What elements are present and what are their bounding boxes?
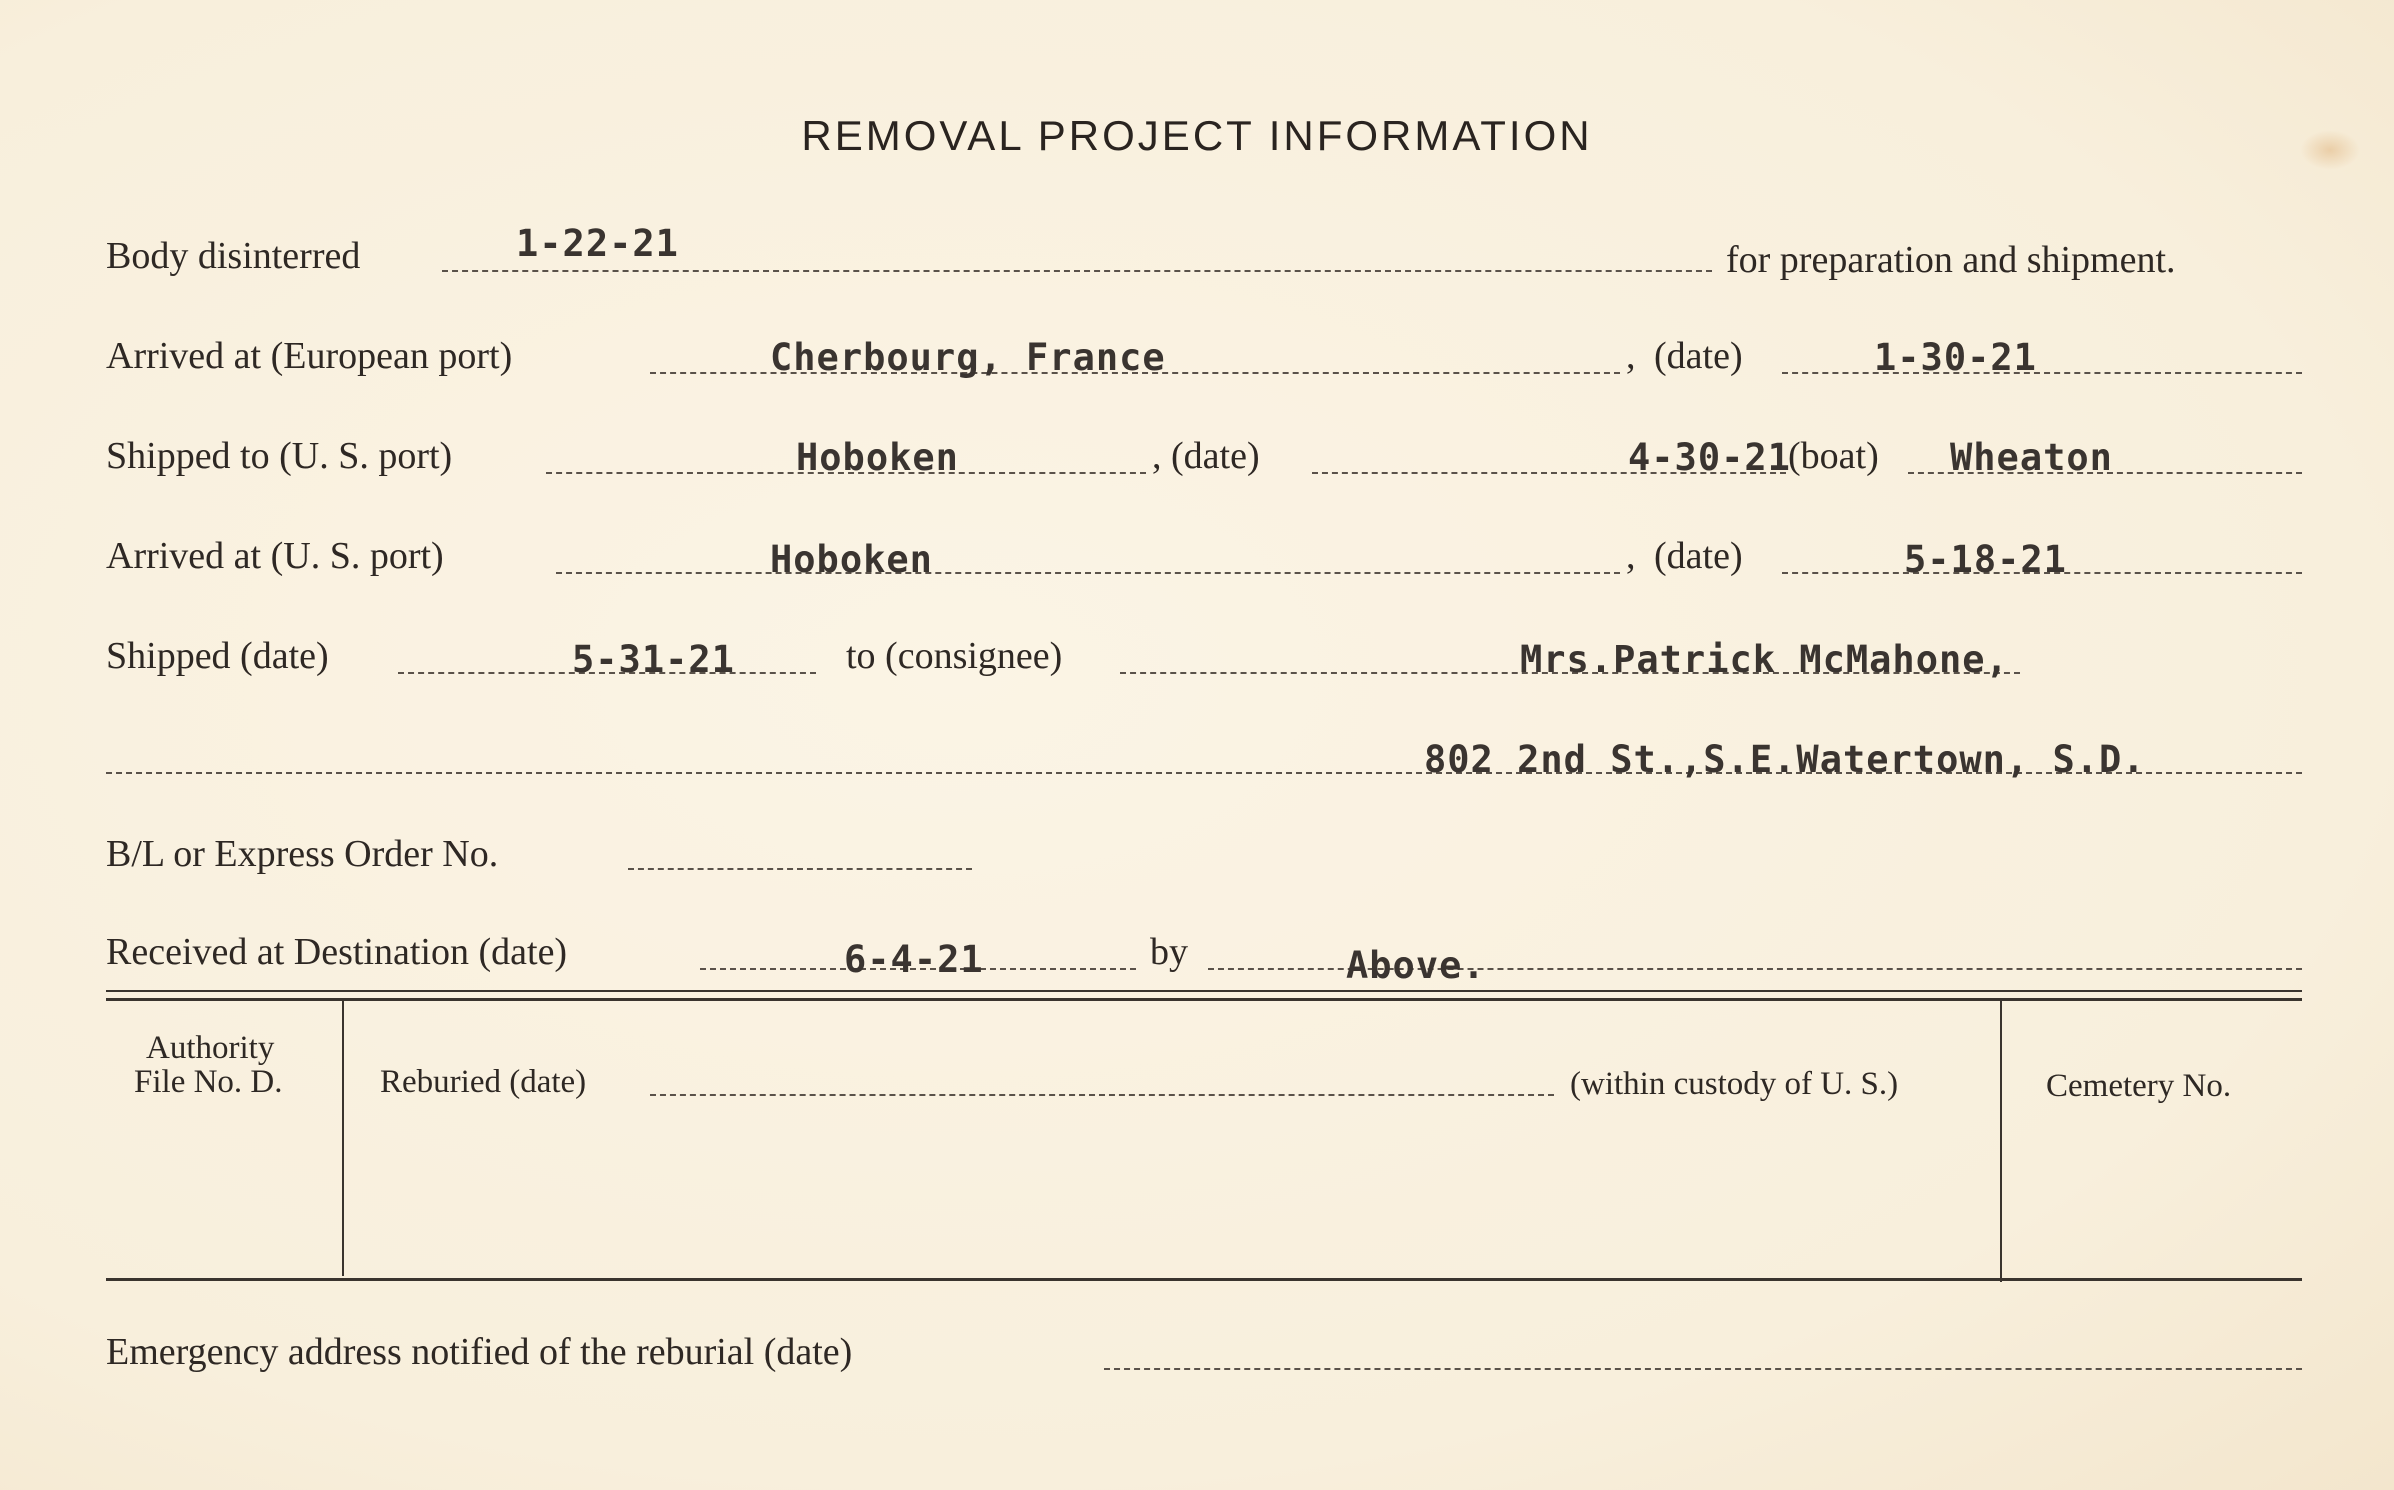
- label-shipped-date: Shipped (date): [106, 635, 329, 677]
- label-authority: Authority: [146, 1030, 275, 1066]
- box-divider-left: [342, 1000, 344, 1276]
- field-line-european-date: [1782, 372, 2302, 374]
- value-us-port-shipped: Hoboken: [796, 436, 959, 479]
- label-to-consignee: to (consignee): [846, 635, 1063, 677]
- label-comma-european: ,: [1626, 335, 1636, 377]
- label-within-custody: (within custody of U. S.): [1570, 1066, 1899, 1102]
- label-european-date: (date): [1654, 335, 1743, 377]
- label-received-destination: Received at Destination (date): [106, 931, 568, 973]
- value-boat: Wheaton: [1950, 436, 2113, 479]
- box-top-rule-2: [106, 998, 2302, 1001]
- label-comma-us: ,: [1626, 535, 1636, 577]
- field-line-us-port-arrived: [556, 572, 1620, 574]
- value-disinterred-date: 1-22-21: [516, 222, 679, 265]
- field-line-reburied-date: [650, 1094, 1554, 1096]
- value-received-by: Above.: [1346, 944, 1486, 987]
- field-line-bl-express: [628, 868, 972, 870]
- label-shipped-to-us-port: Shipped to (U. S. port): [106, 435, 453, 477]
- label-received-by: by: [1150, 931, 1188, 973]
- label-cemetery-no: Cemetery No.: [2046, 1068, 2232, 1104]
- label-bl-express-order: B/L or Express Order No.: [106, 833, 499, 875]
- field-line-disinterred: [442, 270, 1712, 272]
- label-reburied-date: Reburied (date): [380, 1064, 587, 1100]
- label-boat: (boat): [1788, 435, 1879, 477]
- label-arrived-european-port: Arrived at (European port): [106, 335, 513, 377]
- value-received-date: 6-4-21: [844, 938, 984, 981]
- value-european-port: Cherbourg, France: [770, 336, 1166, 379]
- label-us-shipped-date: , (date): [1152, 435, 1260, 477]
- value-us-arrival-date: 5-18-21: [1904, 538, 2067, 581]
- box-divider-right: [2000, 1000, 2002, 1282]
- label-emergency-address: Emergency address notified of the reburial (date): [106, 1331, 853, 1373]
- label-arrived-us-port: Arrived at (U. S. port): [106, 535, 444, 577]
- box-top-rule-1: [106, 990, 2302, 992]
- value-us-port-arrived: Hoboken: [770, 538, 933, 581]
- box-bottom-rule: [106, 1278, 2302, 1281]
- label-file-no: File No. D.: [134, 1064, 283, 1100]
- label-us-arrival-date: (date): [1654, 535, 1743, 577]
- value-european-arrival-date: 1-30-21: [1874, 336, 2037, 379]
- value-shipped-date: 5-31-21: [572, 638, 735, 681]
- value-us-shipped-date: 4-30-21: [1628, 436, 1791, 479]
- value-consignee-address: 802 2nd St.,S.E.Watertown, S.D.: [1424, 738, 2146, 781]
- form-title: REMOVAL PROJECT INFORMATION: [801, 112, 1593, 159]
- label-for-preparation: for preparation and shipment.: [1726, 239, 2176, 281]
- label-body-disinterred: Body disinterred: [106, 235, 361, 277]
- field-line-emergency: [1104, 1368, 2302, 1370]
- value-consignee: Mrs.Patrick McMahone,: [1520, 638, 2009, 681]
